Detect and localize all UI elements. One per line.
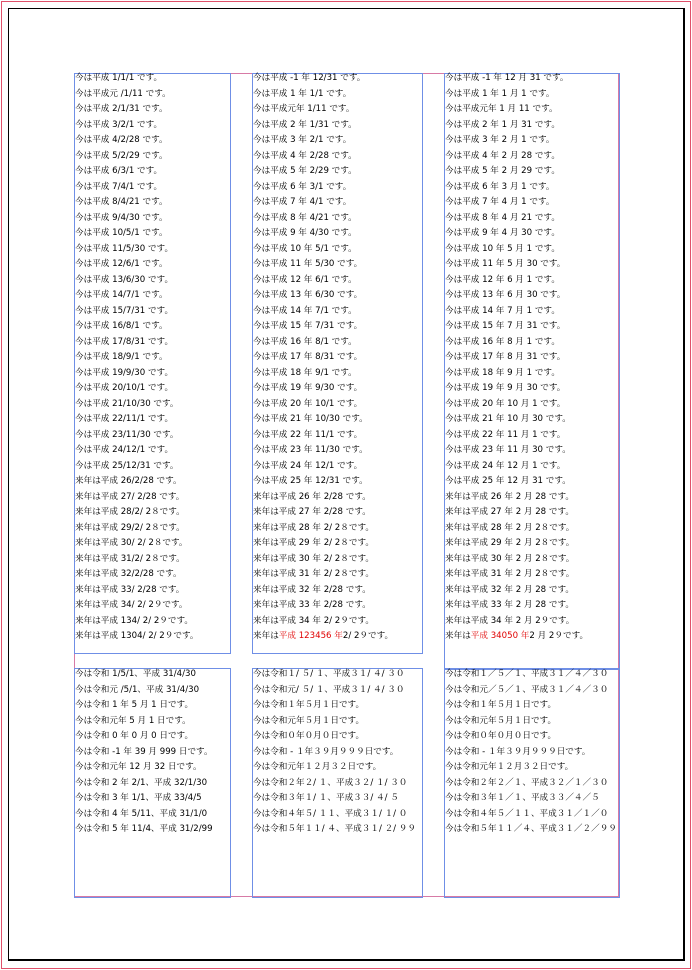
text-line: 今は平成 12 年 6 月 1 です。 [445,274,560,285]
text-line: 今は令和 1 年 5 月 1 日です。 [75,700,194,710]
text-line: 今は令和４年５/ １１、平成３１/ １/ ０ [253,808,408,819]
text-line: 来年は平成 27 年 2 月 28 です。 [445,507,574,517]
text-line: 来年は平成 1304/ 2/ 2９です。 [75,631,199,641]
text-line: 今は平成 21 年 10/30 です。 [253,414,368,424]
text-line: 今は平成 6/3/1 です。 [75,166,163,176]
text-line: 今は令和４年５／１１、平成３１／１／０ [445,808,609,819]
text-line: 今は平成元年 1 月 11 です。 [445,104,558,114]
text-line: 来年は平成 29/2/ 2８です。 [75,522,185,533]
text-line: 来年は平成 28 年 2/ 2８です。 [253,522,374,533]
text-line: 今は平成 5 年 2 月 29 です。 [445,166,560,176]
text-line: 今は平成 23 年 11/30 です。 [253,445,368,455]
text-column-2-bottom [253,667,421,838]
text-line: 今は平成 24 年 12 月 1 です。 [445,460,566,471]
text-line: 今は令和元／５／１、平成３１／４／３０ [445,684,609,695]
text-segment: 2 月 2９です。 [529,631,589,641]
text-line: 今は平成 21/10/30 です。 [75,398,179,409]
text-line: 今は平成 1/1/1 です。 [75,73,163,83]
text-column-1-bottom [75,667,230,838]
text-line: 来年は平成 33/ 2/28 です。 [75,584,185,595]
text-line: 今は令和元年 12 月 32 日です。 [75,762,202,772]
text-line: 来年は平成 33 年 2 月 28 です。 [445,600,574,610]
text-line: 今は平成 16 年 8 月 1 です。 [445,336,560,347]
text-line: 来年は平成 26 年 2 月 28 です。 [445,491,574,502]
text-line: 来年は平成 31 年 2/ 2８です。 [253,569,374,579]
text-line: 来年は平成 34 年 2 月 2９です。 [445,615,575,626]
text-line: 今は令和２年２/ １、平成３２/ １/ ３０ [253,777,408,788]
text-line: 今は平成 6 年 3/1 です。 [253,181,352,192]
text-line: 今は平成 14 年 7/1 です。 [253,305,357,316]
text-line: 今は平成 1 年 1/1 です。 [253,88,352,99]
text-line: 来年は平成 34/ 2/ 2９です。 [75,600,188,610]
text-line: 今は平成 9 年 4/30 です。 [253,228,357,238]
text-line: 今は平成 22 年 11 月 1 です。 [445,429,566,440]
text-line: 今は平成 9/4/30 です。 [75,212,168,223]
text-line: 今は令和元 /5/1、平成 31/4/30 [75,684,200,695]
text-line: 今は令和５年１１/ ４、平成３１/ ２/ ９９ [253,824,416,834]
text-line: 今は令和１/ ５/ １、平成３１/ ４/ ３０ [253,669,405,679]
text-line: 今は令和元/ ５/ １、平成３１/ ４/ ３０ [253,684,405,695]
text-line: 今は平成 24/12/1 です。 [75,445,174,455]
text-line: 今は平成 12/6/1 です。 [75,259,168,269]
text-line: 今は平成 3/2/1 です。 [75,119,163,130]
text-line: 今は令和０年０月０日です。 [253,731,365,741]
text-line: 今は平成 4 年 2 月 28 です。 [445,150,560,161]
text-line: 今は平成 25 年 12/31 です。 [253,476,368,486]
text-line: 今は平成 18 年 9/1 です。 [253,367,357,378]
text-line: 今は平成 20 年 10/1 です。 [253,398,363,409]
text-line: 今は平成 2 年 1 月 31 です。 [445,119,560,130]
text-line: 今は平成 8 年 4 月 21 です。 [445,212,560,223]
text-line: 今は平成 22 年 11/1 です。 [253,429,363,440]
text-line: 今は令和１年５月１日です。 [253,700,365,710]
text-line: 来年は平成 29 年 2 月 2８です。 [445,538,575,548]
text-column-3-top [445,71,618,645]
text-line-highlighted [253,629,421,645]
text-line: 今は平成 13 年 6/30 です。 [253,290,363,300]
text-line: 今は令和元年５月１日です。 [445,715,557,726]
text-line: 今は平成 -1 年 12 月 31 です。 [445,73,569,83]
text-line: 今は令和 3 年 1/1、平成 33/4/5 [75,793,202,803]
text-line: 今は令和３年１/ １、平成３３/ ４/ ５ [253,793,399,803]
text-column-1-top [75,71,230,645]
text-line: 今は令和元年１２月３２日です。 [253,762,382,772]
text-line: 今は平成 20/10/1 です。 [75,383,174,393]
text-line: 来年は平成 33 年 2/28 です。 [253,600,371,610]
text-line: 今は平成 11/5/30 です。 [75,243,174,254]
text-line: 今は平成 18 年 9 月 1 です。 [445,367,560,378]
text-line: 今は平成 19 年 9/30 です。 [253,383,363,393]
text-line: 来年は平成 29 年 2/ 2８です。 [253,538,374,548]
text-line: 今は令和元年５月１日です。 [253,715,365,726]
text-line: 今は令和５年１１／４、平成３１／２／９９ [445,824,617,834]
text-line: 今は平成 12 年 6/1 です。 [253,274,357,285]
text-line: 今は令和１／５／１、平成３１／４／３０ [445,669,609,679]
text-line: 今は平成 3 年 2 月 1 です。 [445,135,555,145]
text-line: 今は平成 17 年 8 月 31 です。 [445,352,566,362]
text-line: 今は平成 6 年 3 月 1 です。 [445,181,555,192]
text-line: 今は令和 4 年 5/11、平成 31/1/0 [75,808,208,819]
text-line: 今は平成 11 年 5 月 30 です。 [445,259,566,269]
text-segment: 来年は [445,631,471,641]
text-line: 今は平成 7/4/1 です。 [75,181,163,192]
highlighted-era-text: 平成 34050 年 [470,631,530,641]
text-line: 今は平成 4 年 2/28 です。 [253,150,357,161]
text-line: 今は令和 1/5/1、平成 31/4/30 [75,669,196,679]
text-line: 今は平成 21 年 10 月 30 です。 [445,414,571,424]
text-line: 来年は平成 34 年 2/ 2９です。 [253,615,374,626]
text-line: 今は令和 2 年 2/1、平成 32/1/30 [75,777,208,788]
text-line: 今は平成 2 年 1/31 です。 [253,119,357,130]
text-line: 来年は平成 26 年 2/28 です。 [253,491,371,502]
text-line: 今は令和 - １年３９月９９９日です。 [253,746,399,757]
text-line: 今は平成 22/11/1 です。 [75,414,174,424]
text-line: 今は平成 13 年 6 月 30 です。 [445,290,566,300]
text-line: 来年は平成 32 年 2 月 28 です。 [445,584,574,595]
text-line: 今は平成 10 年 5 月 1 です。 [445,243,560,254]
text-line: 今は令和 -1 年 39 月 999 日です。 [75,746,213,757]
text-line: 来年は平成 30/ 2/ 2８です。 [75,538,188,548]
text-line: 来年は平成 28 年 2 月 2８です。 [445,522,575,533]
text-line: 来年は平成 26/2/28 です。 [75,476,182,486]
text-line: 今は令和 5 年 11/4、平成 31/2/99 [75,824,213,834]
text-line: 来年は平成 30 年 2 月 2８です。 [445,553,575,564]
text-line: 今は令和１年５月１日です。 [445,700,557,710]
text-column-3-bottom [445,667,618,838]
text-line: 今は平成 7 年 4 月 1 です。 [445,197,555,207]
text-line: 今は平成 23/11/30 です。 [75,429,179,440]
text-line: 今は平成 7 年 4/1 です。 [253,197,352,207]
text-line: 今は平成 16/8/1 です。 [75,321,168,331]
text-line: 今は平成 20 年 10 月 1 です。 [445,398,566,409]
text-line: 今は平成 4/2/28 です。 [75,135,168,145]
text-line: 今は平成 16 年 8/1 です。 [253,336,357,347]
text-line: 今は平成 15 年 7/31 です。 [253,321,363,331]
text-line-highlighted [445,629,618,645]
text-line: 今は平成元 /1/11 です。 [75,88,171,99]
text-line: 今は平成 8/4/21 です。 [75,197,168,207]
text-line: 来年は平成 27 年 2/28 です。 [253,507,371,517]
text-line: 今は平成 9 年 4 月 30 です。 [445,228,560,238]
text-line: 今は平成 14/7/1 です。 [75,290,168,300]
text-line: 今は平成 10/5/1 です。 [75,228,168,238]
text-line: 今は平成 1 年 1 月 1 です。 [445,88,555,99]
text-line: 今は平成 14 年 7 月 1 です。 [445,305,560,316]
text-line: 今は平成 5/2/29 です。 [75,150,168,161]
text-line: 今は令和２年２／１、平成３２／１／３０ [445,777,609,788]
text-line: 来年は平成 32/2/28 です。 [75,569,182,579]
highlighted-era-text: 平成 123456 年 [278,631,343,641]
text-line: 今は平成 -1 年 12/31 です。 [253,73,366,83]
text-line: 今は平成 11 年 5/30 です。 [253,259,363,269]
text-line: 今は平成 19 年 9 月 30 です。 [445,383,566,393]
text-line: 来年は平成 32 年 2/28 です。 [253,584,371,595]
text-line: 今は令和０年０月０日です。 [445,731,557,741]
text-line: 今は平成 24 年 12/1 です。 [253,460,363,471]
text-segment: 来年は [253,631,279,641]
text-line: 今は令和元年 5 月 1 日です。 [75,715,191,726]
text-line: 今は平成 25/12/31 です。 [75,460,179,471]
text-line: 今は平成 23 年 11 月 30 です。 [445,445,571,455]
text-line: 今は平成 2/1/31 です。 [75,104,168,114]
text-line: 今は平成 13/6/30 です。 [75,274,174,285]
text-line: 今は平成 25 年 12 月 31 です。 [445,476,571,486]
text-line: 今は平成 17/8/31 です。 [75,336,174,347]
text-line: 今は平成 17 年 8/31 です。 [253,352,363,362]
text-line: 今は平成 15 年 7 月 31 です。 [445,321,566,331]
text-line: 今は平成 18/9/1 です。 [75,352,168,362]
text-line: 来年は平成 30 年 2/ 2８です。 [253,553,374,564]
text-line: 今は平成 8 年 4/21 です。 [253,212,357,223]
text-line: 今は平成 15/7/31 です。 [75,305,174,316]
text-line: 今は平成元年 1/11 です。 [253,104,355,114]
text-line: 来年は平成 134/ 2/ 2９です。 [75,615,193,626]
text-line: 今は令和 - １年３９月９９９日です。 [445,746,591,757]
text-line: 今は令和３年１／１、平成３３／４／５ [445,793,600,803]
text-line: 来年は平成 27/ 2/28 です。 [75,491,185,502]
text-line: 今は平成 10 年 5/1 です。 [253,243,357,254]
text-line: 来年は平成 28/2/ 2８です。 [75,507,185,517]
text-column-2-top [253,71,421,645]
text-line: 来年は平成 31 年 2 月 2８です。 [445,569,575,579]
text-line: 今は平成 5 年 2/29 です。 [253,166,357,176]
text-line: 今は平成 3 年 2/1 です。 [253,135,352,145]
text-line: 今は令和元年１２月３２日です。 [445,762,574,772]
text-line: 今は令和 0 年 0 月 0 日です。 [75,731,194,741]
text-line: 来年は平成 31/2/ 2８です。 [75,553,185,564]
text-line: 今は平成 19/9/30 です。 [75,367,174,378]
text-segment: 2/ 2９です。 [342,631,394,641]
